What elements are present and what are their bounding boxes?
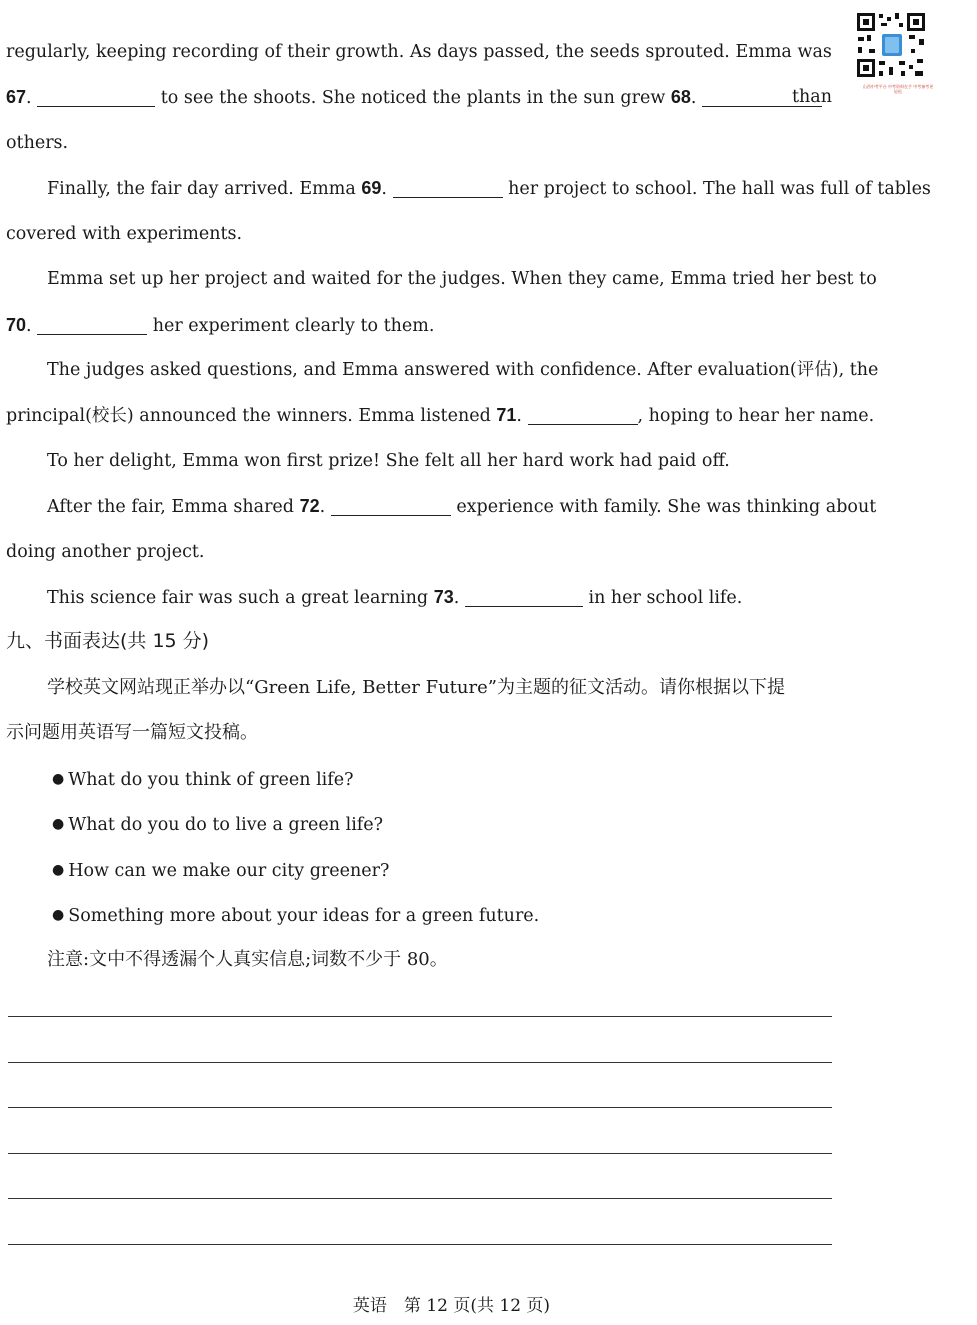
answer-blank-71[interactable] bbox=[528, 406, 638, 425]
passage-line-7: 70. her experiment clearly to them. bbox=[6, 315, 435, 336]
answer-blank-73[interactable] bbox=[465, 588, 583, 607]
answer-blank-72[interactable] bbox=[331, 497, 451, 516]
passage-line-11: After the fair, Emma shared 72. experience with family. She was thinking about bbox=[47, 496, 877, 517]
question-number: 70 bbox=[6, 315, 27, 335]
page-footer: 英语 第 12 页(共 12 页) bbox=[352, 1296, 551, 1316]
bullet-item: ● What do you do to live a green life? bbox=[52, 815, 384, 835]
section-heading: 九、书面表达(共 15 分) bbox=[6, 630, 210, 652]
passage-line-12: doing another project. bbox=[6, 542, 205, 562]
passage-line-4: Finally, the fair day arrived. Emma 69. her project to school. The hall was full of tables bbox=[47, 178, 931, 199]
bullet-icon: ● bbox=[52, 771, 65, 787]
writing-line[interactable] bbox=[8, 1107, 832, 1108]
question-number: 73 bbox=[433, 587, 454, 607]
question-number: 69 bbox=[361, 178, 382, 198]
bullet-icon: ● bbox=[52, 816, 65, 832]
bullet-icon: ● bbox=[52, 907, 65, 923]
bullet-item: ● What do you think of green life? bbox=[52, 770, 354, 790]
question-number: 71 bbox=[496, 405, 517, 425]
passage-line-10: To her delight, Emma won first prize! She felt all her hard work had paid off. bbox=[47, 451, 730, 471]
passage-line-3: others. bbox=[6, 133, 69, 153]
writing-line[interactable] bbox=[8, 1153, 832, 1154]
prompt-line-1: 学校英文网站现正举办以“Green Life, Better Future”为主题的征文活动。请你根据以下提 bbox=[47, 677, 785, 698]
passage-line-1: regularly, keeping recording of their growth. As days passed, the seeds sprouted. Emma was bbox=[6, 42, 832, 62]
qr-caption: 山西中考平台 中考资料在手 中考备考更轻松 bbox=[862, 84, 934, 94]
passage-line-5: covered with experiments. bbox=[6, 224, 243, 244]
bullet-item: ● How can we make our city greener? bbox=[52, 861, 390, 881]
passage-line-13: This science fair was such a great learning 73. in her school life. bbox=[47, 587, 743, 608]
answer-blank-69[interactable] bbox=[393, 179, 503, 198]
passage-line-8: The judges asked questions, and Emma answered with confidence. After evaluation(评估), the bbox=[47, 360, 879, 380]
passage-line-9: principal(校长) announced the winners. Emma listened 71. , hoping to hear her name. bbox=[6, 405, 875, 426]
qr-code bbox=[855, 11, 927, 79]
question-number: 68 bbox=[670, 87, 691, 107]
prompt-line-2: 示问题用英语写一篇短文投稿。 bbox=[6, 722, 258, 743]
passage-line-6: Emma set up her project and waited for the judges. When they came, Emma tried her best to bbox=[47, 269, 877, 289]
passage-line-2: 67. to see the shoots. She noticed the plants in the sun grew 68. than bbox=[6, 87, 832, 108]
bullet-icon: ● bbox=[52, 862, 65, 878]
answer-blank-70[interactable] bbox=[37, 316, 147, 335]
answer-blank-67[interactable] bbox=[37, 88, 155, 107]
writing-line[interactable] bbox=[8, 1244, 832, 1245]
writing-line[interactable] bbox=[8, 1062, 832, 1063]
question-number: 72 bbox=[299, 496, 320, 516]
note: 注意:文中不得透漏个人真实信息;词数不少于 80。 bbox=[47, 949, 448, 970]
question-number: 67 bbox=[6, 87, 27, 107]
writing-line[interactable] bbox=[8, 1198, 832, 1199]
bullet-item: ● Something more about your ideas for a green future. bbox=[52, 906, 540, 926]
writing-line[interactable] bbox=[8, 1016, 832, 1017]
